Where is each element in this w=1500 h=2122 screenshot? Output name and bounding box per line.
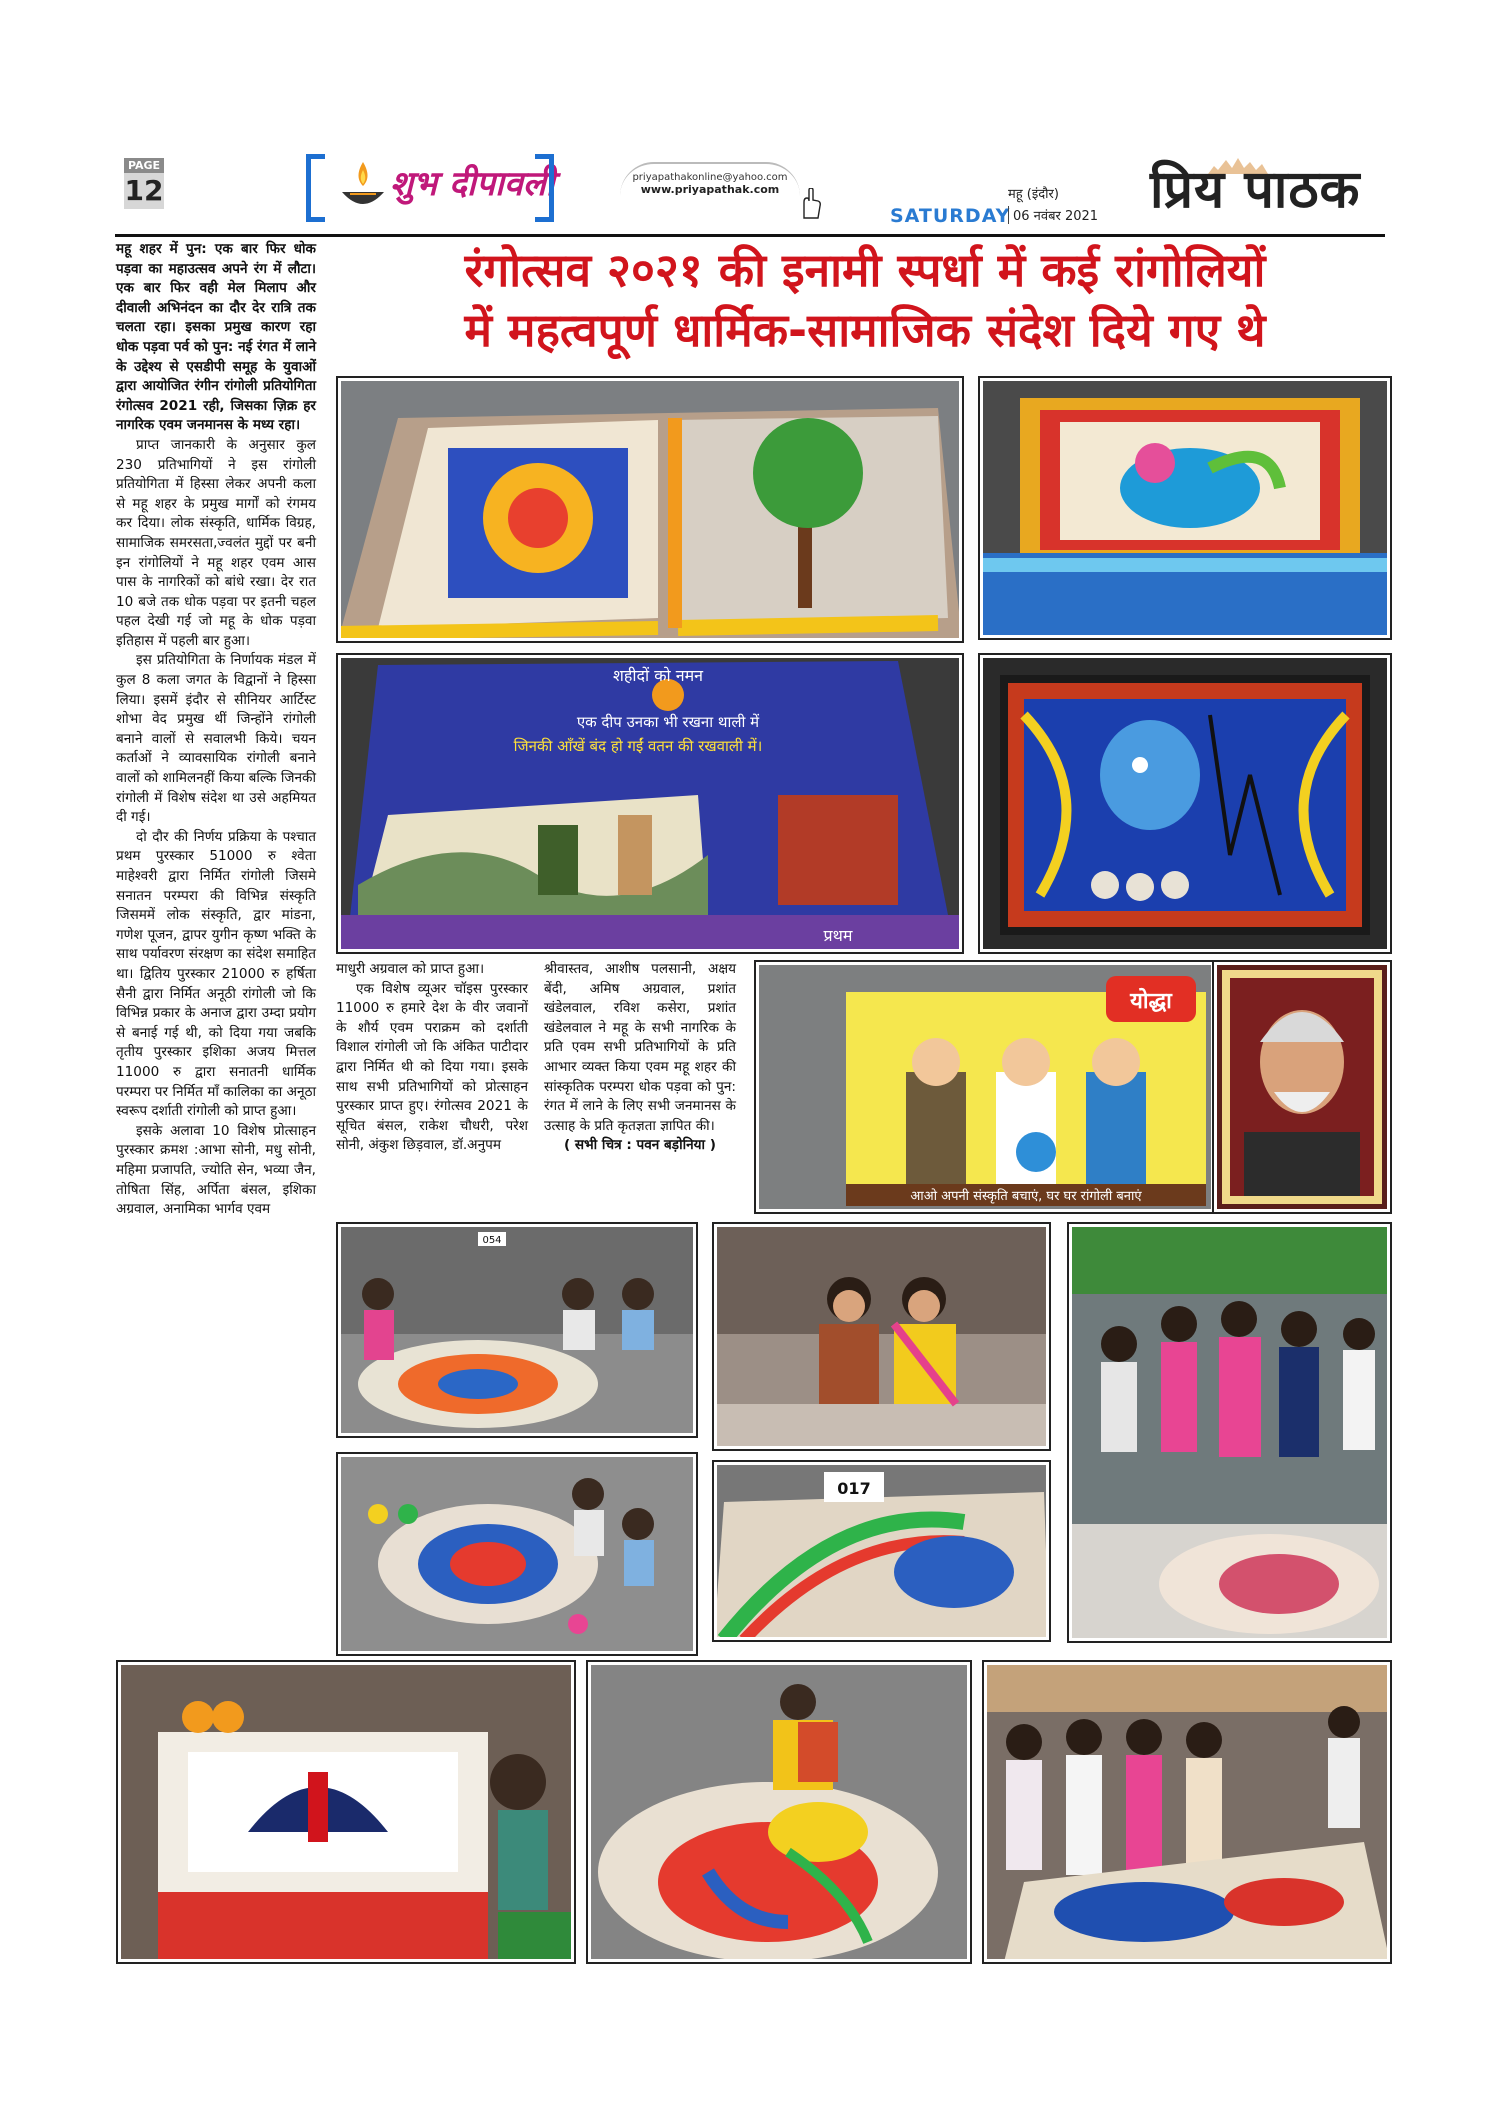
page-number-tag <box>124 158 164 209</box>
weekday: SATURDAY <box>890 205 1011 227</box>
photo-art <box>714 1462 1049 1640</box>
article-column-2 <box>336 960 528 1156</box>
website-link[interactable]: www.priyapathak.com <box>640 183 780 196</box>
photo-art <box>980 655 1390 952</box>
page-label: PAGE <box>124 158 164 173</box>
photo-rangoli-martyr-tribute <box>336 653 964 954</box>
photo-art <box>338 655 962 952</box>
issue-date: 06 नवंबर 2021 <box>1008 206 1098 224</box>
right-bracket <box>535 154 554 222</box>
rangoli-number-tag: 017 <box>837 1479 871 1498</box>
article-paragraph: प्राप्त जानकारी के अनुसार कुल 230 प्रतिभागियों ने इस रांगोली प्रतियोगिता में हिस्सा लेकर अपनी कला से महू शहर के प्रमुख मार्गों को रंगमय कर दिया। लोक संस्कृति, धार्मिक विग्रह, सामाजिक समरसता,ज्वलंत मुद्दों पर बनी इन रांगोलियों ने महू शहर एवम आस पास के नागरिकों को बांधे रखा। देर रात 10 बजे तक धोक पड़वा पर इतनी चहल पहल देखी गई जो महू के धोक पड़वा इतिहास में पहली बार हुआ। <box>116 436 316 649</box>
photo-art <box>984 1662 1390 1962</box>
photo-art <box>1069 1224 1390 1641</box>
article-lead: महू शहर में पुन: एक बार फिर धोक पड़वा का महाउत्सव अपने रंग में लौटा। एक बार फिर वही मेल मिलाप और दीवाली अभिनंदन का दौर देर रात्रि तक चलता रहा। इसका प्रमुख कारण रहा धोक पड़वा पर्व को पुन: नई रंगत में लाने के उद्देश्य से एसडीपी समूह के युवाओं द्वारा आयोजित रंगीन रांगोली प्रतियोगिता रंगोत्सव 2021 रही, जिसका ज़िक्र हर नागरिक एवम जनमानस के मध्य रहा। <box>116 241 316 434</box>
contact-block <box>620 162 800 196</box>
photo-rangoli-017 <box>712 1460 1051 1642</box>
rangoli-slogan-banner: आओ अपनी संस्कृति बचाएं, घर घर रांगोली बनाएं <box>910 1189 1142 1204</box>
photo-rangoli-temple-table <box>116 1660 576 1964</box>
photo-art <box>714 1224 1049 1449</box>
rangoli-yodha-text: योद्धा <box>1130 989 1172 1014</box>
photo-women-making-peacock <box>586 1660 972 1964</box>
photo-participants-mandala <box>336 1222 698 1438</box>
rangoli-title-text: शहीदों को नमन <box>612 666 704 685</box>
greeting-text: शुभ दीपावली <box>390 164 555 204</box>
headline-line-1: रंगोत्सव २०२१ की इनामी स्पर्धा में कई रांगोलियों <box>464 243 1266 297</box>
diwali-greeting <box>300 150 560 220</box>
article-paragraph: एक विशेष व्यूअर चॉइस पुरस्कार 11000 रु हमारे देश के वीर जवानों के शौर्य एवम पराक्रम को दर्शाती विशाल रांगोली जो कि अंकित पाटीदार द्वारा निर्मित थी को दिया गया। इसके साथ सभी प्रतिभागियों को प्रोत्साहन पुरस्कार प्राप्त हुए। रंगोत्सव 2021 के सूचित बंसल, राकेश चौधरी, परेश सोनी, अंकुश छिड़वाल, डॉ.अनुपम <box>336 980 528 1154</box>
headline-line-2: में महत्वपूर्ण धार्मिक-सामाजिक संदेश दिये गए थे <box>464 303 1266 357</box>
photo-art <box>756 962 1214 1212</box>
rangoli-number-tag: 054 <box>482 1235 502 1246</box>
photo-art <box>118 1662 574 1962</box>
photo-rangoli-portrait <box>1212 960 1392 1214</box>
photo-art <box>338 1454 696 1654</box>
article-paragraph: माधुरी अग्रवाल को प्राप्त हुआ। <box>336 961 485 977</box>
photo-rangoli-kali <box>978 653 1392 954</box>
page-number: 12 <box>124 174 164 207</box>
pointer-hand-icon <box>796 188 822 220</box>
article-paragraph: श्रीवास्तव, आशीष पलसानी, अक्षय बेंदी, अमिष अग्रवाल, प्रशांत खंडेलवाल, रविश कसेरा, प्रशांत खंडेलवाल ने महू के सभी नागरिक के प्रति एवम सभी प्रतिभागियों के प्रति आभार व्यक्त किया एवम महू शहर की सांस्कृतिक परम्परा धोक पड़वा को पुन: रंगत में लाने के लिए सभी जनमानस के उत्साह के प्रति कृतज्ञता ज्ञापित की। <box>544 961 736 1134</box>
photo-girls-making-mandala <box>336 1452 698 1656</box>
article-paragraph: दो दौर की निर्णय प्रक्रिया के पश्चात प्रथम पुरस्कार 51000 रु श्वेता माहेश्वरी द्वारा निर्मित रांगोली जिसमे सनातन परम्परा की विभिन्न संस्कृति जिसममें लोक संस्कृति, द्वार मांडना, गणेश पूजन, द्वापर युगीन कृष्ण भक्ति के साथ पर्यावरण संरक्षण का संदेश समाहित था। द्वितिय पुरस्कार 21000 रु हर्षिता सैनी द्वारा निर्मित अनूठी रांगोली जो कि विभिन्न प्रकार के अनाज द्वारा उम्दा प्रयोग से बनाई गई थी, को दिया गया जबकि तृतीय पुरस्कार इशिका अजय मित्तल 11000 रु द्वारा सनातनी धार्मिक परम्परा पर निर्मित माँ कालिका का अनूठा स्वरूप दर्शाती रांगोली को प्राप्त हुआ। <box>116 828 316 1120</box>
photo-women-group <box>982 1660 1392 1964</box>
photo-two-participants <box>712 1222 1051 1451</box>
left-bracket <box>306 154 325 222</box>
header-rule <box>115 234 1385 237</box>
article-column-3 <box>544 960 736 1156</box>
edition-place: महू (इंदौर) <box>1008 187 1059 202</box>
email-address[interactable]: priyapathakonline@yahoo.com <box>632 172 788 183</box>
masthead-logo: प्रिय पाठक <box>1150 160 1361 220</box>
photo-rangoli-diya-tree <box>336 376 964 643</box>
photo-rangoli-bird <box>978 376 1392 640</box>
photo-rangoli-warriors <box>754 960 1216 1214</box>
article-paragraph: इस प्रतियोगिता के निर्णायक मंडल में कुल 8 कला जगत के विद्वानों ने हिस्सा लिया। इसमें इंदौर से सीनियर आर्टिस्ट शोभा वेद प्रमुख थीं जिन्होंने रांगोली बनाने वालों से सवालभी किये। चयन कर्ताओं ने व्यावसायिक रांगोली बनाने वालों को शामिलनहीं किया बल्कि जिनकी रांगोली में विशेष संदेश था उसे अहमियत दी गई। <box>116 652 316 826</box>
rangoli-message-line-2: जिनकी आँखें बंद हो गईं वतन की रखवाली में। <box>513 737 763 755</box>
rangoli-corner-text: प्रथम <box>823 926 853 945</box>
photo-credit: ( सभी चित्र : पवन बड़ोनिया ) <box>563 1137 717 1154</box>
photo-art <box>338 1224 696 1436</box>
photo-art <box>1214 962 1390 1212</box>
article-paragraph: इसके अलावा 10 विशेष प्रोत्साहन पुरस्कार क्रमश :आभा सोनी, मधु सोनी, महिमा प्रजापति, ज्योति सेन, भव्या जैन, तोषिता सिंह, अर्पिता बंसल, इशिका अग्रवाल, अनामिका भार्गव एवम <box>116 1122 316 1218</box>
diya-lamp-icon <box>340 158 386 214</box>
headline <box>345 240 1385 360</box>
photo-art <box>588 1662 970 1962</box>
article-column-1 <box>116 240 316 1220</box>
photo-art <box>338 378 962 641</box>
photo-family-group <box>1067 1222 1392 1643</box>
photo-art <box>980 378 1390 638</box>
rangoli-message-line-1: एक दीप उनका भी रखना थाली में <box>576 713 760 731</box>
